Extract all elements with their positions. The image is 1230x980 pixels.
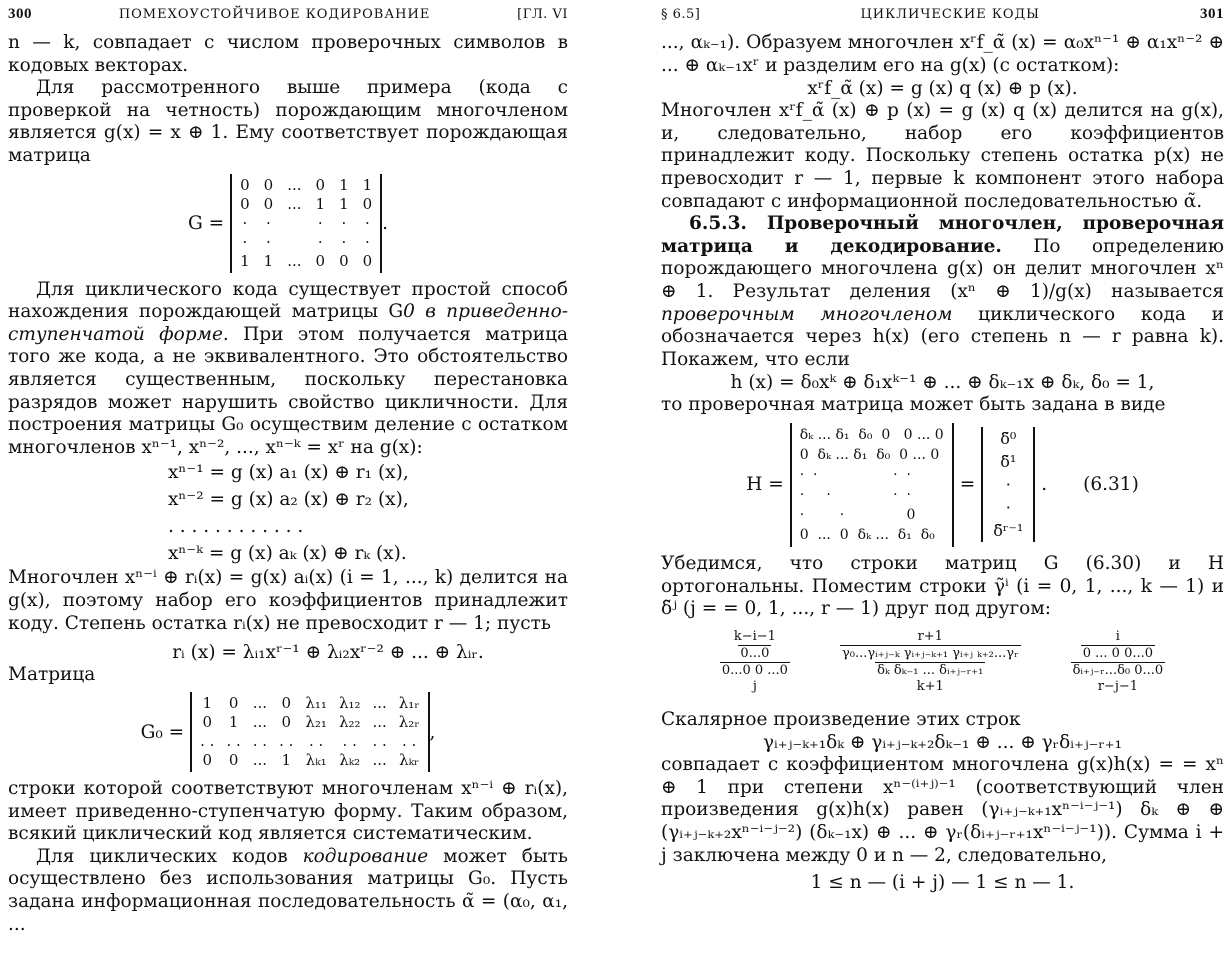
matrix-cell: 0 bbox=[362, 251, 373, 270]
matrix-cell: 0 bbox=[263, 194, 274, 213]
paragraph: 6.5.3. Проверочный многочлен, проверочная матрица и декодирование. По определению порождающего многочлена g(x) он делит многочлен xⁿ ⊕ 1. Результат деления (xⁿ ⊕ 1)/g(x) называется проверочным многочленом циклического кода и обозначается через h(x) (его степень n — r равна k). Покажем, что если bbox=[661, 213, 1224, 370]
matrix-cell: 0 bbox=[315, 175, 326, 194]
equation-line: xⁿ⁻ᵏ = g (x) aₖ (x) ⊕ rₖ (x). bbox=[168, 543, 407, 565]
vector-entry: δ̃ʳ⁻¹ bbox=[993, 521, 1024, 541]
matrix-cell: . . bbox=[402, 732, 417, 751]
section-title: 6.5.3. Проверочный многочлен, проверочная матрица и декодирование. bbox=[661, 213, 1224, 257]
equation-line: . . . . . . . . . . . . bbox=[168, 516, 304, 538]
matrix-cell: λ₂ᵣ bbox=[398, 713, 420, 732]
matrix-cell: λₖ₁ bbox=[305, 751, 327, 770]
matrix-cell: 1 bbox=[339, 175, 349, 194]
chapter-marker: [ГЛ. VI bbox=[517, 7, 568, 22]
matrix-cell: 1 bbox=[202, 694, 213, 713]
matrix-cell: 1 bbox=[263, 251, 274, 270]
matrix-cell bbox=[287, 233, 301, 252]
matrix-cell: 1 bbox=[362, 175, 373, 194]
paragraph: Скалярное произведение этих строк bbox=[661, 708, 1021, 730]
equation: xʳf_α̃ (x) = g (x) q (x) ⊕ p (x). bbox=[807, 78, 1078, 100]
equation-block bbox=[8, 459, 568, 567]
matrix-h: H = δₖ ... δ₁ δ₀ 0 0 ... 0 0 δₖ ... δ₁ δ₀ 0 ... 0 · · · · · · · · · · 0 0 ... 0 δₖ ... δ₁ δ₀ = δ̃⁰ δ̃¹ · · δ̃ʳ⁻¹ . (6.31) bbox=[661, 423, 1224, 547]
equation-line: xⁿ⁻¹ = g (x) a₁ (x) ⊕ r₁ (x), bbox=[168, 462, 409, 484]
paragraph: Многочлен xʳf_α̃ (x) ⊕ p (x) = g (x) q (x) делится на g(x), и, следовательно, набор его коэффициентов принадлежит коду. Поскольку степень остатка p(x) не превосходит r — 1, первые k компонент этого набора совпадают с информационной последовательностью α̃. bbox=[661, 100, 1224, 212]
matrix-cell: · bbox=[242, 232, 248, 251]
matrix-cell: ... bbox=[252, 694, 268, 713]
vector-entry: · bbox=[1005, 498, 1011, 518]
matrix-cell: λₖᵣ bbox=[399, 751, 420, 770]
paragraph: ..., αₖ₋₁). Образуем многочлен xʳf_α̃ (x) = α₀xⁿ⁻¹ ⊕ α₁xⁿ⁻² ⊕ ... ⊕ αₖ₋₁xʳ и разделим его на g(x) (с остатком): bbox=[661, 32, 1224, 76]
matrix-cell: λₖ₂ bbox=[339, 751, 361, 770]
paragraph: Многочлен xⁿ⁻ⁱ ⊕ rᵢ(x) = g(x) aᵢ(x) (i = 1, ..., k) делится на g(x), поэтому набор его коэффициентов принадлежит коду. Степень остатка rᵢ(x) не превосходит r — 1; пусть bbox=[8, 567, 568, 634]
page-number: 301 bbox=[1200, 6, 1224, 22]
matrix-cell: . . bbox=[372, 732, 387, 751]
matrix-cell: . . bbox=[226, 732, 241, 751]
matrix-cell: 0 bbox=[281, 713, 291, 732]
equation-number: (6.31) bbox=[1083, 474, 1139, 496]
matrix-cell: · bbox=[266, 213, 271, 232]
matrix-row: · · · · bbox=[799, 486, 911, 503]
section-marker: § 6.5] bbox=[661, 7, 701, 22]
matrix-cell: . . bbox=[252, 732, 268, 751]
matrix-g: G = 0 0 ... 0 1 1 0 0 ... 1 1 0 · · · · · · · · · · 1 1 ... 0 0 0 . bbox=[8, 174, 568, 273]
matrix-cell: 0 bbox=[228, 694, 239, 713]
matrix-cell: · bbox=[266, 232, 271, 251]
matrix-cell: 1 bbox=[240, 251, 250, 270]
matrix-cell bbox=[287, 214, 301, 233]
matrix-cell: λ₂₁ bbox=[305, 713, 327, 732]
matrix-label: H = bbox=[746, 474, 784, 496]
matrix-g0: G₀ = 1 0 ... 0 λ₁₁ λ₁₂ ... λ₁ᵣ 0 1 ... 0 λ₂₁ λ₂₂ ... λ₂ᵣ . . . . . . . . . . . . . . . . 0 0 ... 1 λₖ₁ λₖ₂ ... λₖᵣ , bbox=[8, 692, 568, 772]
paragraph: Для циклических кодов кодирование может быть осуществлено без использования матрицы G₀. Пусть задана информационная последовательность α̃ = (α₀, α₁, ... bbox=[8, 845, 568, 935]
matrix-cell: 0 bbox=[263, 175, 274, 194]
matrix-cell: 1 bbox=[315, 194, 326, 213]
matrix-cell: ... bbox=[287, 194, 302, 213]
matrix-cell: ... bbox=[252, 751, 268, 770]
vector-entry: δ̃¹ bbox=[1000, 452, 1017, 472]
paragraph: Для циклического кода существует простой способ нахождения порождающей матрицы G0 в приведенно-ступенчатой форме. При этом получается матрица того же кода, а не эквивалентного. Это обстоятельство является существенным, поскольку перестановка разрядов может нарушить свойство цикличности. Для построения матрицы G₀ осуществим деление с остатком многочленов xⁿ⁻¹, xⁿ⁻², ..., xⁿ⁻ᵏ = xʳ на g(x): bbox=[8, 278, 568, 458]
matrix-label: G₀ = bbox=[140, 721, 185, 743]
row-vector-column bbox=[981, 427, 1035, 542]
matrix-body bbox=[790, 423, 954, 547]
matrix-cell: . . bbox=[309, 732, 324, 751]
matrix-cell: · bbox=[242, 213, 248, 232]
matrix-cell: 0 bbox=[240, 194, 250, 213]
right-page bbox=[655, 0, 1230, 980]
matrix-row: 0 ... 0 δₖ ... δ₁ δ₀ bbox=[799, 526, 935, 543]
matrix-cell: ... bbox=[287, 175, 302, 194]
matrix-cell: ... bbox=[287, 251, 302, 270]
paragraph: строки которой соответствуют многочленам xⁿ⁻ⁱ ⊕ rᵢ(x), имеет приведенно-ступенчатую форму. Таким образом, всякий циклический код является систематическим. bbox=[8, 778, 568, 845]
matrix-cell: λ₂₂ bbox=[338, 713, 361, 732]
matrix-cell: λ₁₂ bbox=[338, 694, 361, 713]
matrix-cell: 0 bbox=[202, 713, 213, 732]
matrix-label: G = bbox=[187, 212, 225, 234]
paragraph: n — k, совпадает с числом проверочных символов в кодовых векторах. bbox=[8, 32, 568, 76]
matrix-cell: λ₁₁ bbox=[305, 694, 327, 713]
matrix-row: δₖ ... δ₁ δ₀ 0 0 ... 0 bbox=[799, 426, 944, 443]
matrix-cell: 1 bbox=[281, 751, 291, 770]
matrix-cell: 0 bbox=[339, 251, 349, 270]
matrix-cell: 0 bbox=[362, 194, 373, 213]
matrix-cell: · bbox=[364, 213, 370, 232]
matrix-cell: ... bbox=[252, 713, 268, 732]
vector-entry: · bbox=[1005, 475, 1011, 495]
paragraph: Убедимся, что строки матриц G (6.30) и H ортогональны. Поместим строки γ̃ⁱ (i = 0, 1, ..., k — 1) и δ̃ʲ (j = = 0, 1, ..., r — 1) друг под другом: bbox=[661, 552, 1224, 620]
page-number: 300 bbox=[8, 6, 32, 22]
paragraph: Для рассмотренного выше примера (кода с проверкой на четность) порождающим многочленом является g(x) = x ⊕ 1. Ему соответствует порождающая матрица bbox=[8, 77, 568, 166]
matrix-cell: 0 bbox=[315, 251, 326, 270]
matrix-cell: ... bbox=[372, 694, 387, 713]
equation: h (x) = δ₀xᵏ ⊕ δ₁xᵏ⁻¹ ⊕ ... ⊕ δₖ₋₁x ⊕ δₖ, δ₀ = 1, bbox=[730, 372, 1155, 394]
vector-entry: δ̃⁰ bbox=[1000, 429, 1017, 449]
matrix-body bbox=[230, 174, 382, 273]
matrix-cell: . . bbox=[279, 732, 294, 751]
running-title: ЦИКЛИЧЕСКИЕ КОДЫ bbox=[860, 7, 1040, 22]
equation: 1 ≤ n — (i + j) — 1 ≤ n — 1. bbox=[810, 872, 1075, 894]
matrix-cell: λ₁ᵣ bbox=[398, 694, 420, 713]
matrix-row: · · 0 bbox=[799, 506, 916, 523]
matrix-cell: 0 bbox=[240, 175, 250, 194]
matrix-row: 0 δₖ ... δ₁ δ₀ 0 ... 0 bbox=[799, 446, 940, 463]
matrix-cell: 0 bbox=[228, 751, 239, 770]
matrix-cell: 1 bbox=[339, 194, 349, 213]
matrix-cell: · bbox=[317, 213, 323, 232]
label-matrica: Матрица bbox=[8, 664, 96, 686]
matrix-cell: 1 bbox=[228, 713, 239, 732]
matrix-cell: ... bbox=[372, 713, 387, 732]
matrix-cell: · bbox=[317, 232, 323, 251]
running-title: ПОМЕХОУСТОЙЧИВОЕ КОДИРОВАНИЕ bbox=[118, 7, 431, 22]
matrix-cell: 0 bbox=[202, 751, 213, 770]
equation-line: xⁿ⁻² = g (x) a₂ (x) ⊕ r₂ (x), bbox=[168, 489, 409, 511]
matrix-cell: · bbox=[341, 232, 347, 251]
equation: rᵢ (x) = λᵢ₁xʳ⁻¹ ⊕ λᵢ₂xʳ⁻² ⊕ ... ⊕ λᵢᵣ. bbox=[172, 642, 484, 664]
left-page-header bbox=[8, 6, 568, 32]
matrix-cell: · bbox=[341, 213, 347, 232]
matrix-cell: . . bbox=[200, 732, 215, 751]
matrix-row: · · · · bbox=[799, 466, 911, 483]
matrix-cell: ... bbox=[372, 751, 387, 770]
matrix-body bbox=[190, 692, 429, 772]
paragraph: то проверочная матрица может быть задана в виде bbox=[661, 394, 1166, 416]
matrix-cell: 0 bbox=[281, 694, 291, 713]
left-page bbox=[0, 0, 580, 980]
equation: γᵢ₊ⱼ₋ₖ₊₁δₖ ⊕ γᵢ₊ⱼ₋ₖ₊₂δₖ₋₁ ⊕ ... ⊕ γᵣδᵢ₊ⱼ₋ᵣ₊₁ bbox=[763, 732, 1122, 754]
matrix-cell: · bbox=[364, 232, 370, 251]
paragraph: совпадает с коэффициентом многочлена g(x)h(x) = = xⁿ ⊕ 1 при степени xⁿ⁻⁽ⁱ⁺ʲ⁾⁻¹ (соответствующий член произведения g(x)h(x) равен (γᵢ₊ⱼ₋ₖ₊₁xⁿ⁻ⁱ⁻ʲ⁻¹) δₖ ⊕ ⊕ (γᵢ₊ⱼ₋ₖ₊₂xⁿ⁻ⁱ⁻ʲ⁻²) (δₖ₋₁x) ⊕ ... ⊕ γᵣ(δᵢ₊ⱼ₋ᵣ₊₁xⁿ⁻ⁱ⁻ʲ⁻¹)). Сумма i + j заключена между 0 и n — 2, следовательно, bbox=[661, 754, 1224, 866]
matrix-cell: . . bbox=[342, 732, 357, 751]
right-page-header bbox=[661, 6, 1224, 32]
row-alignment-diagram: k−i−1 0...0 0...0 0 ...0 j r+1 γ₀...γᵢ₊ⱼ₋ₖ γᵢ₊ⱼ₋ₖ₊₁ γᵢ₊ⱼ ₖ₊₂...γᵣ δₖ δₖ₋₁ ... δᵢ₊ⱼ₋ᵣ₊₁ k+1 i 0 ... 0 0...0 δᵢ₊ⱼ₋ᵣ...δ₀ 0...0 r−j−1 bbox=[721, 628, 1164, 694]
